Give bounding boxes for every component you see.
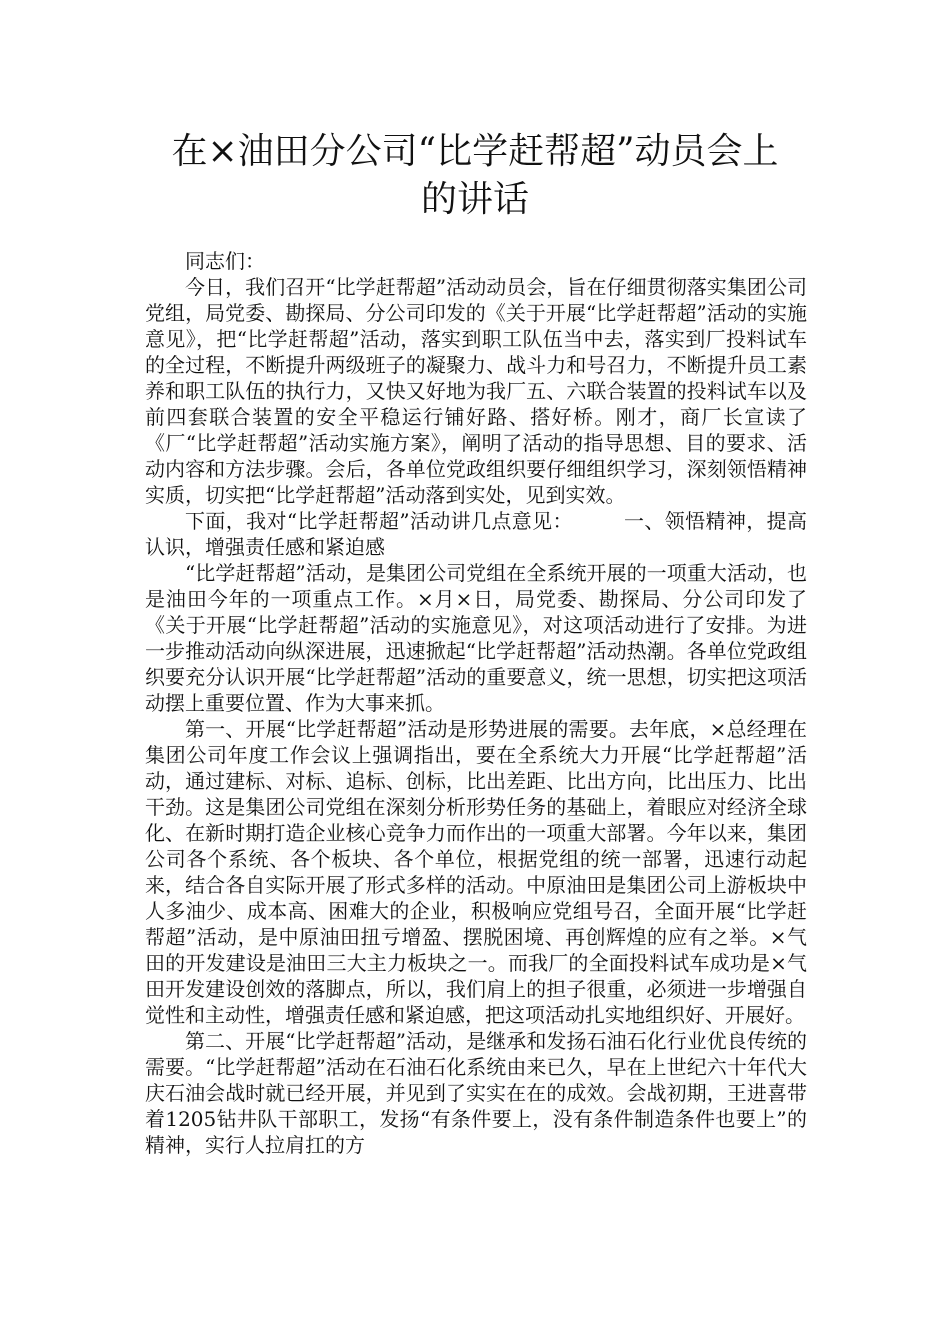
paragraph-section-one-heading: 下面，我对“比学赶帮超”活动讲几点意见： 一、领悟精神，提高认识，增强责任感和紧迫感 <box>145 509 807 559</box>
document-body <box>145 248 807 1158</box>
title-line-1: 在×油田分公司“比学赶帮超”动员会上 <box>171 131 779 172</box>
paragraph-point-two: 第二、开展“比学赶帮超”活动，是继承和发扬石油石化行业优良传统的需要。“比学赶帮超”活动在石油石化系统由来已久，早在上世纪六十年代大庆石油会战时就已经开展，并见到了实实在在的成效。会战初期，王进喜带着1205钻井队干部职工，发扬“有条件要上，没有条件制造条件也要上”的精神，实行人拉肩扛的方 <box>145 1029 807 1157</box>
document-title <box>100 128 850 224</box>
paragraph-activity-overview: “比学赶帮超”活动，是集团公司党组在全系统开展的一项重大活动，也是油田今年的一项重点工作。×月×日，局党委、勘探局、分公司印发了《关于开展“比学赶帮超”活动的实施意见》，对这项活动进行了安排。为进一步推动活动向纵深进展，迅速掀起“比学赶帮超”活动热潮。各单位党政组织要充分认识开展“比学赶帮超”活动的重要意义，统一思想，切实把这项活动摆上重要位置、作为大事来抓。 <box>145 561 807 715</box>
paragraph-point-one: 第一、开展“比学赶帮超”活动是形势进展的需要。去年底，×总经理在集团公司年度工作会议上强调指出，要在全系统大力开展“比学赶帮超”活动，通过建标、对标、追标、创标，比出差距、比出方向，比出压力、比出干劲。这是集团公司党组在深刻分析形势任务的基础上，着眼应对经济全球化、在新时期打造企业核心竞争力而作出的一项重大部署。今年以来，集团公司各个系统、各个板块、各个单位，根据党组的统一部署，迅速行动起来，结合各自实际开展了形式多样的活动。中原油田是集团公司上游板块中人多油少、成本高、困难大的企业，积极响应党组号召，全面开展“比学赶帮超”活动，是中原油田扭亏增盈、摆脱困境、再创辉煌的应有之举。×气田的开发建设是油田三大主力板块之一。而我厂的全面投料试车成功是×气田开发建设创效的落脚点，所以，我们肩上的担子很重，必须进一步增强自觉性和主动性，增强责任感和紧迫感，把这项活动扎实地组织好、开展好。 <box>145 717 807 1027</box>
title-line-2: 的讲话 <box>420 179 529 220</box>
salutation: 同志们： <box>185 249 265 273</box>
paragraph-intro: 今日，我们召开“比学赶帮超”活动动员会，旨在仔细贯彻落实集团公司党组，局党委、勘探局、分公司印发的《关于开展“比学赶帮超”活动的实施意见》，把“比学赶帮超”活动，落实到职工队伍当中去，落实到厂投料试车的全过程，不断提升两级班子的凝聚力、战斗力和号召力，不断提升员工素养和职工队伍的执行力，又快又好地为我厂五、六联合装置的投料试车以及前四套联合装置的安全平稳运行铺好路、搭好桥。刚才，商厂长宣读了《厂“比学赶帮超”活动实施方案》，阐明了活动的指导思想、目的要求、活动内容和方法步骤。会后，各单位党政组织要仔细组织学习，深刻领悟精神实质，切实把“比学赶帮超”活动落到实处，见到实效。 <box>145 275 807 507</box>
